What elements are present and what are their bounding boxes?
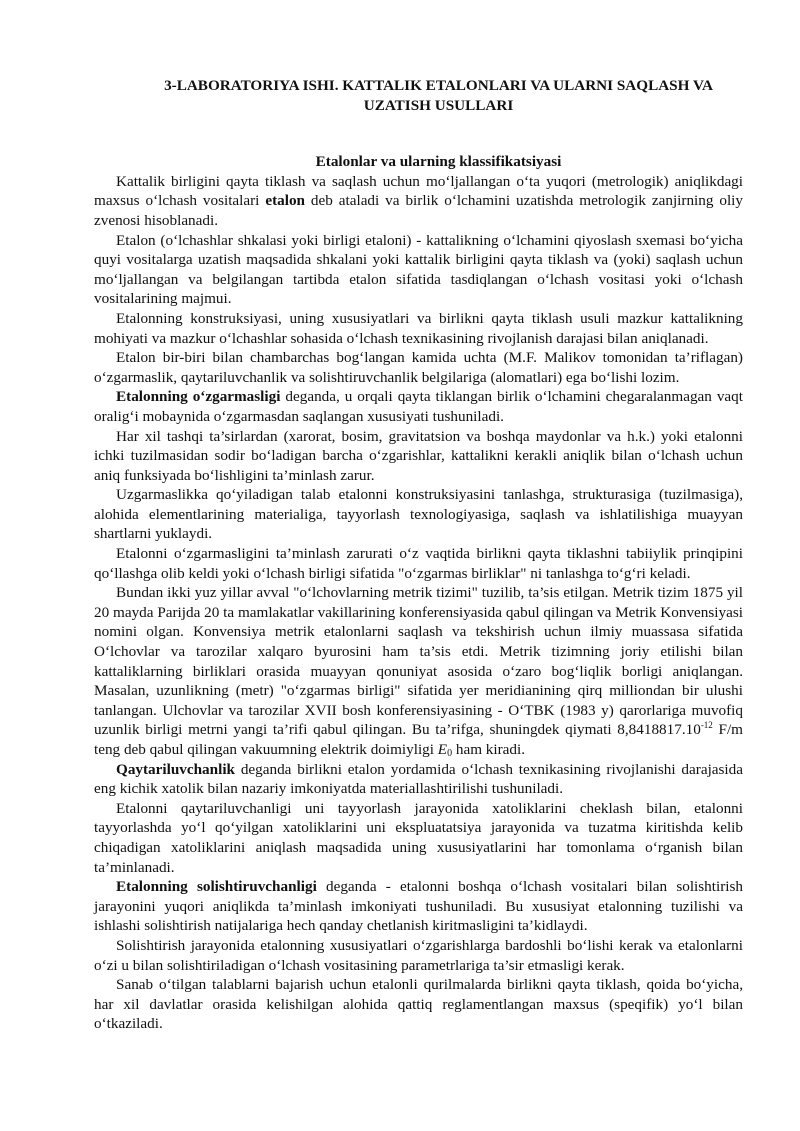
paragraph-4: Etalon bir-biri bilan chambarchas bog‘langan kamida uchta (M.F. Malikov tomonidan ta’riflagan) o‘zgarmaslik, qaytariluvchanlik va solishtiruvchanlik belgilariga (alomatlari) ega bo‘lishi lozim. xyxy=(94,349,743,386)
paragraph-8: Etalonni o‘zgarmasligini ta’minlash zarurati o‘z vaqtida birlikni qayta tiklashni tabiiylik prinqipini qo‘llashga olib keldi yoki o‘lchash birligi sifatida "o‘zgarmas birliklar" ni tanlashga to‘g‘ri keladi. xyxy=(94,545,743,582)
paragraph-11: Etalonni qaytariluvchanligi uni tayyorlash jarayonida xatoliklarini cheklash bilan, etalonni tayyorlashda yo‘l qo‘yilgan xatoliklarini uni ekspluatatsiya jarayonida va tuzatma kiritishda kelib chiqadigan xatoliklarini aniqlash maqsadida uning xususiyatlarini har tomonlama o‘rganish bilan ta’minlanadi. xyxy=(94,799,743,876)
paragraph-14: Sanab o‘tilgan talablarni bajarish uchun etalonli qurilmalarda birlikni qayta tiklash, qoida bo‘yicha, har xil davlatlar orasida kelishilgan alohida qattiq reglamentlangan maxsus (speqifik) yo‘l bilan o‘tkaziladi. xyxy=(94,976,743,1033)
paragraph-9: Bundan ikki yuz yillar avval "o‘lchovlarning metrik tizimi" tuzilib, ta’sis etilgan. Metrik tizim 1875 yil 20 mayda Parijda 20 ta mamlakatlar vakillarining konferensiyasida qabul qilingan va Metrik Konvensiyasi nomini olgan. Konvensiya metrik etalonlarni saqlash va tekshirish uchun ilmiy muassasa sifatida O‘lchovlar va tarozilar xalqaro byurosini ham ta’sis etdi. Metrik tizimning joriy etilishi bilan kattaliklarning birliklari orasida muayyan qonuniyat asosida o‘zaro bog‘liqlik borligi aniqlangan. Masalan, uzunlikning (metr) "o‘zgarmas birligi" sifatida yer meridianining qirq milliondan bir ulushi tanlangan. Ulchovlar va tarozilar XVII bosh konferensiyasining - O‘TBK (1983 y) qarorlariga muvofiq uzunlik birligi metrni yangi ta’rifi qabul qilingan. Bu ta’rifga, shuningdek qiymati $8,8418817.10^{-12}$ F/m teng deb qabul qilingan vakuumning elektrik doimiyligi $E_0$ ham kiradi. xyxy=(94,584,743,759)
term-ozgarmaslik: Etalonning o‘zgarmasligi xyxy=(116,388,281,406)
paragraph-10: Qaytariluvchanlik deganda birlikni etalon yordamida o‘lchash texnikasining rivojlanishi darajasida eng kichik xatolik bilan nazariy imkoniyatda materiallashtirilishi tushuniladi. xyxy=(94,760,743,798)
paragraph-1: Kattalik birligini qayta tiklash va saqlash uchun mo‘ljallangan o‘ta yuqori (metrologik) aniqlikdagi maxsus o‘lchash vositalari etalon deb ataladi va birlik o‘lchamini uzatishda metrologik zanjirning oliy zvenosi hisoblanadi. xyxy=(94,172,743,229)
paragraph-3: Etalonning konstruksiyasi, uning xususiyatlari va birlikni qayta tiklash usuli mazkur kattalikning mohiyati va mazkur o‘lchashlar sohasida o‘lchash texnikasining rivojlanish darajasi bilan aniqlanadi. xyxy=(94,309,743,347)
term-qaytariluvchanlik: Qaytariluvchanlik xyxy=(116,760,235,778)
exponent: -12 xyxy=(700,720,713,731)
symbol-subscript: 0 xyxy=(447,748,453,759)
section-title: Etalonlar va ularning klassifikatsiyasi xyxy=(315,153,562,171)
term-etalon: etalon xyxy=(265,192,305,210)
paragraph-6: Har xil tashqi ta’sirlardan (xarorat, bosim, gravitatsion va boshqa maydonlar va h.k.) yoki etalonni ichki tuzilmasidan sodir bo‘ladigan barcha o‘zgarishlar, kattalikni kerakli aniqlik bilan o‘lchash uchun aniq funksiyada bo‘lishligini ta’minlash zarur. xyxy=(94,427,743,484)
document-title xyxy=(94,76,743,115)
paragraph-7: Uzgarmaslikka qo‘yiladigan talab etalonni konstruksiyasini tanlashga, strukturasiga (tuzilmasiga), alohida elementlarining materialiga, tayyorlash texnologiyasiga, saqlash va ishlatilishiga muayyan shartlarni yuklaydi. xyxy=(94,486,743,543)
title-line-2: UZATISH USULLARI xyxy=(363,96,514,114)
paragraph-13: Solishtirish jarayonida etalonning xususiyatlari o‘zgarishlarga bardoshli bo‘lishi kerak va etalonlarni o‘zi u bilan solishtiriladigan o‘lchash vositasining parametrlariga ta’sir etmasligi kerak. xyxy=(94,936,743,974)
term-solishtiruvchanlik: Etalonning solishtiruvchanligi xyxy=(116,878,317,896)
paragraph-2: Etalon (o‘lchashlar shkalasi yoki birligi etaloni) - kattalikning o‘lchamini qiyoslash sxemasi bo‘yicha quyi vositalarga uzatish maqsadida shkalani yoki kattalik birligini qayta tiklash va (yoki) saqlash uchun mo‘ljallangan va belgilangan tartibda etalon sifatida tasdiqlangan o‘lchash vositasi yoki o‘lchash vositalarining majmui. xyxy=(94,231,743,308)
title-line-1: 3-LABORATORIYA ISHI. KATTALIK ETALONLARI VA ULARNI SAQLASH VA xyxy=(164,77,713,94)
epsilon-symbol: E xyxy=(437,741,448,758)
paragraph-5: Etalonning o‘zgarmasligi deganda, u orqali qayta tiklangan birlik o‘lchamini chegaralanmagan vaqt oralig‘i mobaynida o‘zgarmasdan saqlangan xususiyati tushuniladi. xyxy=(94,388,743,425)
paragraph-12: Etalonning solishtiruvchanligi deganda - etalonni boshqa o‘lchash vositalari bilan solishtirish jarayonini yuqori aniqlikda ta’minlash imkoniyati tushuniladi. Bu xususiyat etalonning tuzilishi va ishlashi solishtirish natijalariga hech qanday chetlanish kiritmasligini ta’kidlaydi. xyxy=(94,878,743,935)
